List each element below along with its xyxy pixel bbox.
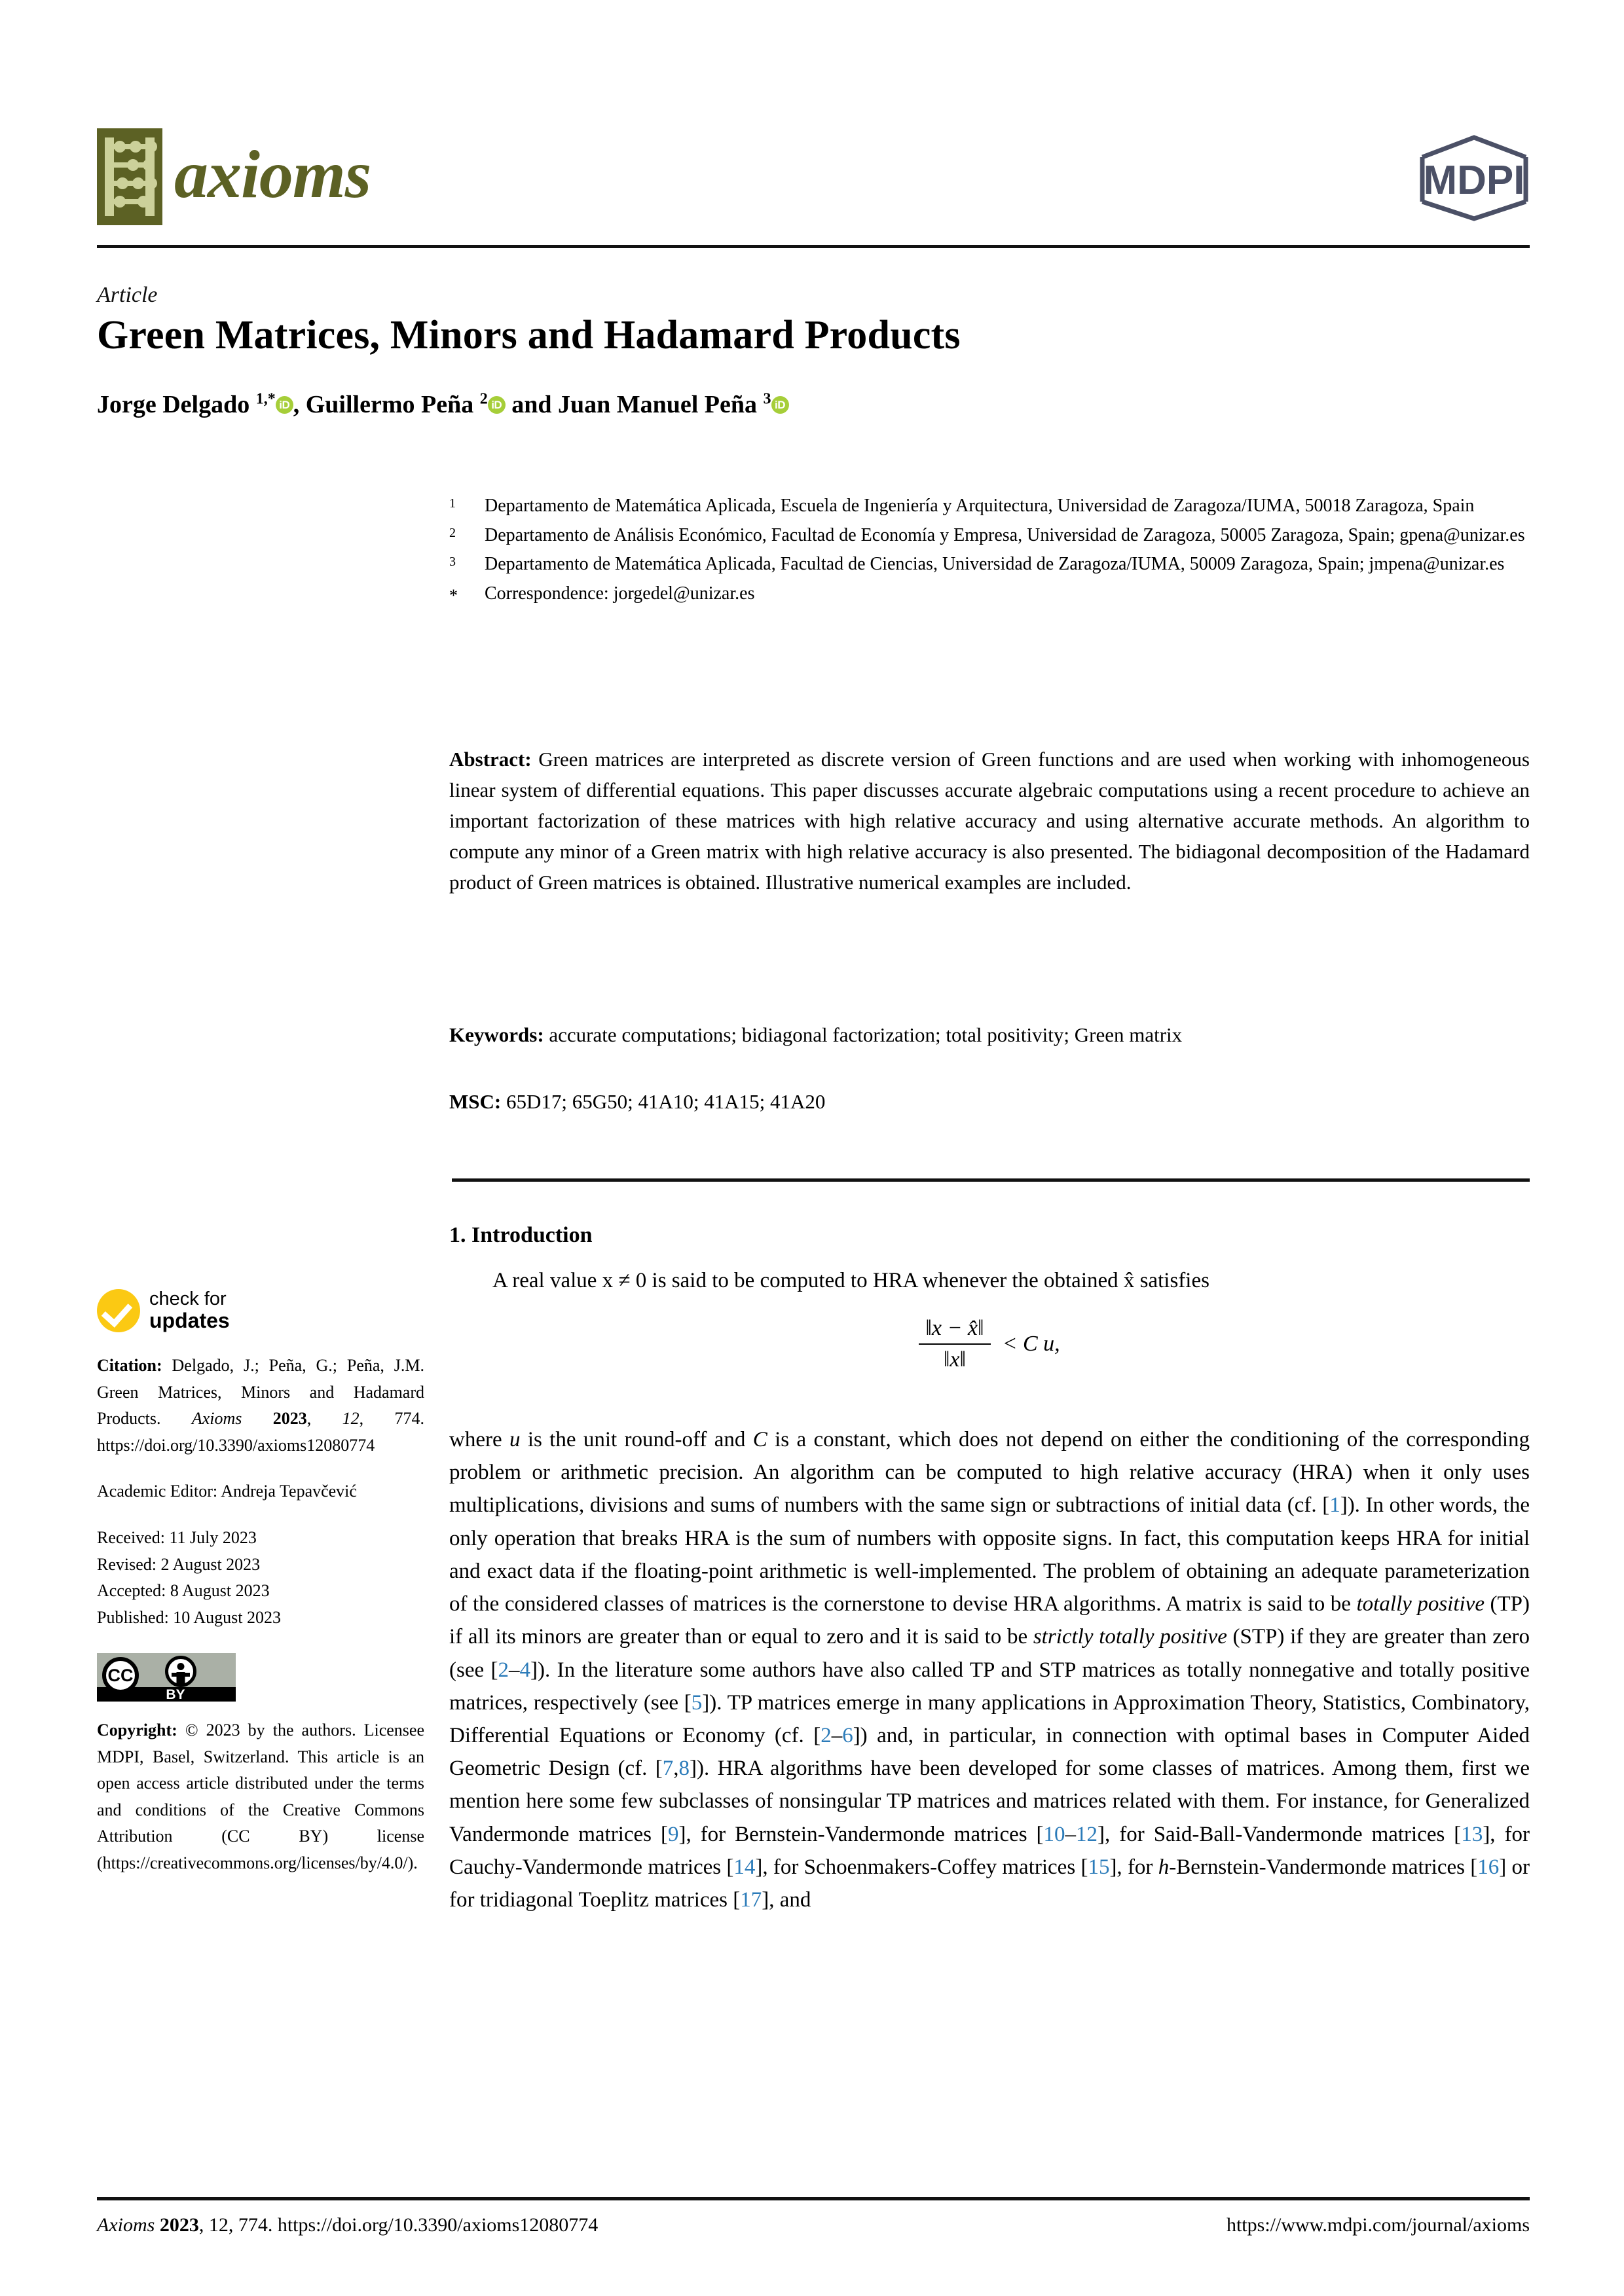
msc-label: MSC: [449,1090,502,1113]
date-accepted: Accepted: 8 August 2023 [97,1581,270,1601]
check-updates-label [149,1288,230,1333]
date-published: Published: 10 August 2023 [97,1607,281,1627]
sidebar [97,1288,424,1897]
publication-dates [97,1525,424,1631]
checkmark-icon [97,1289,140,1332]
orcid-icon[interactable]: iD [488,396,506,414]
citation-text: Delgado, J.; Peña, G.; Peña, J.M. Green Matrices, Minors and Hadamard Products. [97,1356,425,1429]
footer-divider [97,2197,1530,2200]
abstract-text: Green matrices are interpreted as discrete version of Green functions and are used when working with inhomogeneous linear system of differential equations. This paper discusses accurate algebraic computations using a recent procedure to achieve an important factorization of these matrices with high relative accuracy and using alternative accurate methods. An algorithm to compute any minor of a Green matrix with high relative accuracy is also presented. The bidiagonal decomposition of the Hadamard product of Green matrices is obtained. Illustrative numerical examples are included. [449,748,1530,894]
footer-right-url[interactable]: https://www.mdpi.com/journal/axioms [1226,2214,1530,2236]
affiliation-marker: 2 [449,525,456,540]
citation-link[interactable]: 15 [1088,1855,1110,1879]
affiliation-row [449,551,1530,579]
affiliation-text: Departamento de Análisis Económico, Facultad de Economía y Empresa, Universidad de Zaragoza, 50005 Zaragoza, Spain; gpena@unizar.es [485,524,1525,545]
keywords-label: Keywords: [449,1023,544,1046]
footer-rest: , 12, 774. https://doi.org/10.3390/axioms12080774 [198,2214,599,2236]
copyright-block [97,1717,424,1876]
citation-link[interactable]: 1 [1329,1493,1340,1518]
citation-link[interactable]: 10 [1043,1822,1065,1846]
author-2-sup: 2 [479,390,488,408]
affiliation-marker: 1 [449,496,456,511]
equation-denominator: ‖x‖ [943,1347,967,1372]
citation-article-number: 774. [394,1409,425,1429]
author-1-name: Jorge Delgado [97,391,256,418]
cc-by-label: BY [166,1687,185,1703]
academic-editor-label: Academic Editor: [97,1482,218,1501]
copyright-text: © 2023 by the authors. Licensee MDPI, Basel, Switzerland. This article is an open access article distributed under the terms and conditions of the Creative Commons Attribution (CC BY) license (https://creativecommons.org/licenses/by/4.0/). [97,1721,424,1872]
footer-journal: Axioms [97,2214,155,2236]
author-separator-2: and Juan Manuel Peña [505,391,764,418]
correspondence-marker: * [449,585,458,605]
body-paragraph: where u is the unit round-off and C is a constant, which does not depend on either the conditioning of the corresponding problem or arithmetic precision. An algorithm can be computed to high relative accuracy (HRA) when it only uses multiplications, divisions and sums of numbers with the same sign or subtractions of initial data (cf. [1]). In other words, the only operation that breaks HRA is the sum of numbers with opposite signs. In fact, this computation keeps HRA for initial and exact data if the floating-point arithmetic is well-implemented. The problem of obtaining an adequate parameterization of the considered classes of matrices is the cornerstone to devise HRA algorithms. A matrix is said to be totally positive (TP) if all its minors are greater than or equal to zero and it is said to be strictly totally positive (STP) if they are greater than zero (see [2–4]). In the literature some authors have also called TP and STP matrices as totally nonnegative and totally positive matrices, respectively (see [5]). TP matrices emerge in many applications in Approximation Theory, Statistics, Combinatory, Differential Equations or Economy (cf. [2–6]) and, in particular, in connection with optimal bases in Computer Aided Geometric Design (cf. [7,8]). HRA algorithms have been developed for some classes of matrices. Among them, first we mention here some few subclasses of nonsingular TP matrices and matrices related with them. For instance, for Generalized Vandermonde matrices [9], for Bernstein-Vandermonde matrices [10–12], for Said-Ball-Vandermonde matrices [13], for Cauchy-Vandermonde matrices [14], for Schoenmakers-Coffey matrices [15], for h-Bernstein-Vandermonde matrices [16] or for tridiagonal Toeplitz matrices [17], and [449,1428,1530,1912]
orcid-icon[interactable]: iD [771,396,789,414]
citation-link[interactable]: 16 [1477,1855,1500,1879]
citation-link[interactable]: 9 [667,1822,679,1846]
affiliation-row [449,492,1530,520]
academic-editor-name: Andreja Tepavčević [221,1482,357,1501]
cc-by-license-icon[interactable] [97,1653,236,1702]
section-heading: 1. Introduction [449,1223,593,1247]
correspondence-row [449,580,1530,609]
check-updates-line2: updates [149,1309,230,1333]
affiliations [449,492,1530,610]
abstract-label: Abstract: [449,748,532,771]
fraction [919,1316,990,1372]
citation-doi[interactable]: https://doi.org/10.3390/axioms12080774 [97,1435,375,1455]
affiliation-text: Departamento de Matemática Aplicada, Escuela de Ingeniería y Arquitectura, Universidad de Zaragoza/IUMA, 50018 Zaragoza, Spain [485,496,1475,516]
page-footer [97,2214,1530,2236]
equation-numerator: ‖x − x̂‖ [919,1316,990,1345]
intro-lead-sentence: A real value x ≠ 0 is said to be computed to HRA whenever the obtained x̂ satisfies [492,1269,1209,1292]
journal-brand [97,128,371,225]
citation-volume: 12 [342,1409,360,1429]
footer-left [97,2214,598,2236]
page-title: Green Matrices, Minors and Hadamard Products [97,313,961,357]
orcid-icon[interactable]: iD [276,396,293,414]
attribution-person-icon [165,1656,196,1687]
abacus-icon [97,128,162,225]
author-list [97,389,1505,421]
keywords-text: accurate computations; bidiagonal factorization; total positivity; Green matrix [549,1023,1183,1046]
academic-editor-block [97,1478,424,1505]
affiliation-row [449,522,1530,550]
citation-link[interactable]: 17 [740,1888,762,1912]
citation-link[interactable]: 8 [678,1757,690,1781]
msc-block [449,1087,1530,1118]
article-type: Article [97,283,158,307]
page-header [97,128,1530,246]
footer-year: 2023 [159,2214,199,2236]
creative-commons-icon: CC [102,1657,139,1694]
svg-text:MDPI: MDPI [1423,158,1525,203]
msc-text: 65D17; 65G50; 41A10; 41A15; 41A20 [506,1090,826,1113]
author-1-sup: 1,* [255,390,276,408]
abstract-divider [452,1178,1530,1182]
mdpi-logo-icon [1418,134,1530,223]
citation-link[interactable]: 2 [498,1658,509,1682]
check-for-updates-badge[interactable] [97,1288,424,1333]
correspondence-text: Correspondence: jorgedel@unizar.es [485,583,755,604]
check-updates-line1: check for [149,1288,227,1309]
citation-link[interactable]: 7 [662,1757,674,1781]
citation-label: Citation: [97,1356,162,1376]
citation-block: Citation: Delgado, J.; Peña, G.; Peña, J.M. Green Matrices, Minors and Hadamard Products. Axioms 2023, 12, 774. https://doi.org/10.3390/axioms12080774 [97,1356,425,1455]
keywords-block [449,1020,1530,1051]
date-revised: Revised: 2 August 2023 [97,1554,261,1574]
citation-journal: Axioms [191,1409,242,1429]
copyright-label: Copyright: [97,1721,177,1740]
date-received: Received: 11 July 2023 [97,1528,257,1548]
citation-link[interactable]: 14 [733,1855,756,1879]
citation-link[interactable]: 13 [1461,1822,1483,1846]
header-divider [97,245,1530,248]
equation-tail: < C u, [1002,1332,1060,1356]
citation-link[interactable]: 5 [691,1690,703,1715]
affiliation-marker: 3 [449,555,456,570]
citation-year: 2023 [272,1409,307,1429]
citation-link[interactable]: 12 [1076,1822,1098,1846]
display-equation [449,1316,1530,1372]
citation-link[interactable]: 6 [842,1723,853,1747]
citation-link[interactable]: 4 [519,1658,530,1682]
abstract-block [449,744,1530,898]
citation-link[interactable]: 2 [821,1723,832,1747]
author-separator-1: , Guillermo Peña [293,391,480,418]
journal-name: axioms [174,137,371,212]
affiliation-text: Departamento de Matemática Aplicada, Facultad de Ciencias, Universidad de Zaragoza/IUMA, 50009 Zaragoza, Spain; jmpena@unizar.es [485,554,1505,575]
author-3-sup: 3 [763,390,771,408]
